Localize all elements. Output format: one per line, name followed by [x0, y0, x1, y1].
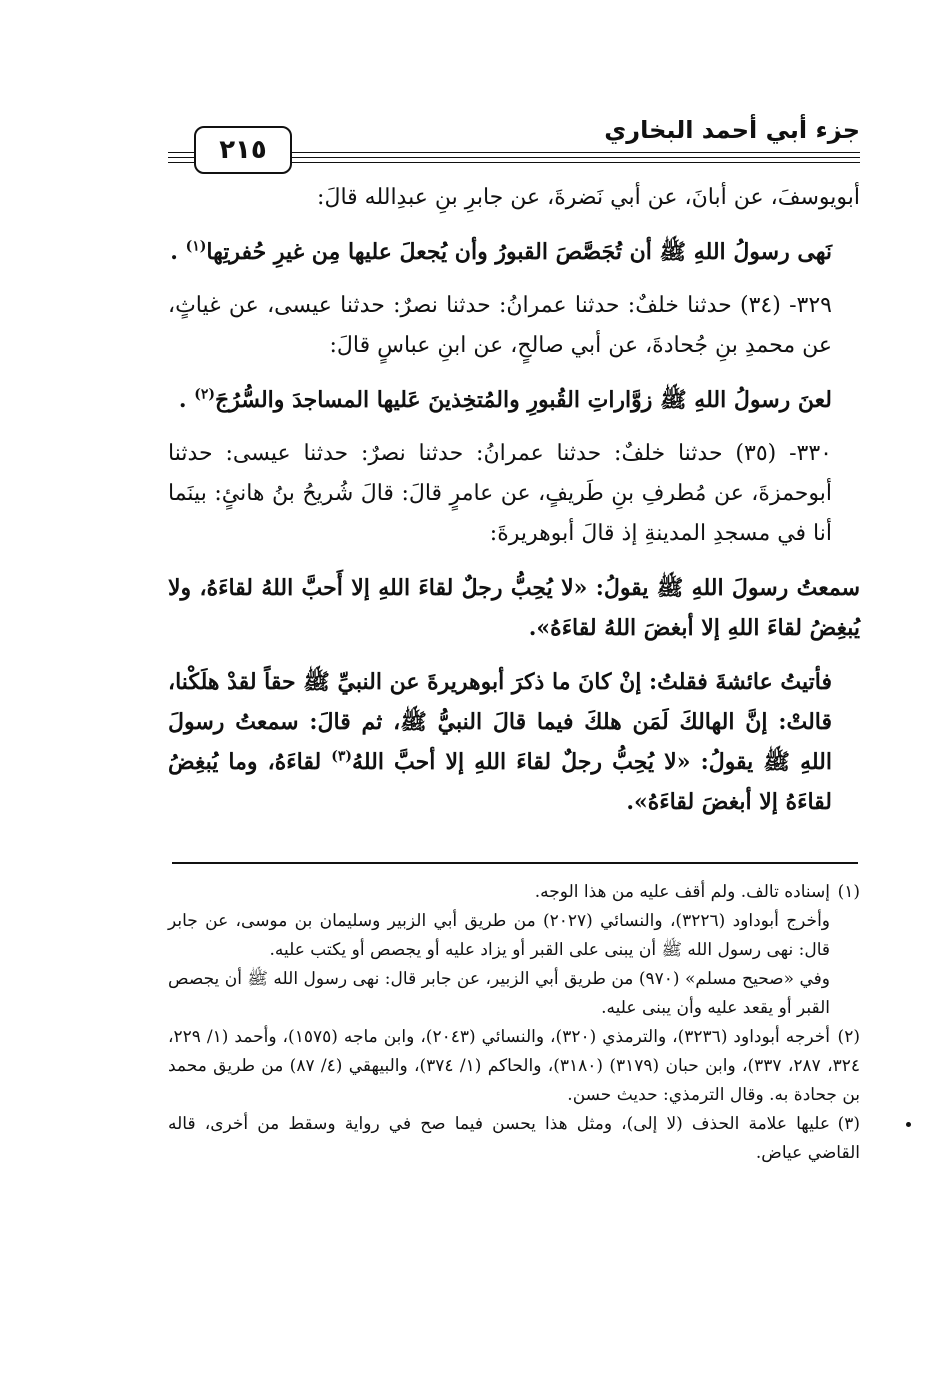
footnote-ref: (٢) [194, 386, 216, 403]
page-number: ٢١٥ [194, 126, 292, 174]
hadith-quote: نَهى رسولُ اللهِ ﷺ أن تُجَصَّصَ القبورُ وأن يُجعلَ عليها مِن غيرِ حُفرتِها$^{(١)}$ . [170, 238, 832, 265]
footnote [168, 1110, 860, 1168]
hadith-text: لعنَ رسولُ اللهِ ﷺ زوَّاراتِ القُبورِ والمُتخِذينَ عَليها المساجدَ والسُّرُجَ [215, 387, 832, 413]
page-header [168, 112, 860, 170]
footnote-number: (٢) [837, 1027, 860, 1047]
hadith-quote: لعنَ رسولُ اللهِ ﷺ زوَّاراتِ القُبورِ والمُتخِذينَ عَليها المساجدَ والسُّرُجَ$^{(٢)}$ . [178, 386, 832, 413]
hadith-quote: سمعتُ رسولَ اللهِ ﷺ يقولُ: «لا يُحِبُّ رجلٌ لقاءَ اللهِ إلا أَحبَّ اللهُ لقاءَهُ، ولا يُبغِضُ لقاءَ اللهِ إلا أبغضَ اللهُ لقاءَهُ». [168, 575, 860, 641]
footnote-text: إسناده تالف. ولم أقف عليه من هذا الوجه. [534, 882, 830, 902]
footnote-text: وفي «صحيح مسلم» (٩٧٠) من طريق أبي الزبير، عن جابر قال: نهى رسول الله ﷺ أن يجصص القبر أو يقعد عليه وأن يبنى عليه. [168, 969, 830, 1018]
footnote-number: (٣) [837, 1114, 860, 1134]
hadith-quote [168, 662, 860, 822]
hadith-paragraph: ٣٢٩- (٣٤) حدثنا خلفٌ: حدثنا عمرانُ: حدثنا نصرٌ: حدثنا عيسى، عن غياثٍ، عن محمدِ بنِ جُحادةَ، عن أبي صالحٍ، عن ابنِ عباسٍ قالَ: [168, 293, 832, 358]
footnote-text: أخرجه أبوداود (٣٢٣٦)، والترمذي (٣٢٠)، والنسائي (٢٠٤٣)، وابن ماجه (١٥٧٥)، وأحمد (١/ ٢٢٩، ٣٢٤، ٢٨٧، ٣٣٧)، وابن حبان (٣١٧٩) (٣١٨٠)، والحاكم (١/ ٣٧٤)، والبيهقي (٤/ ٨٧) من طريق محمد بن جحادة به. وقال الترمذي: حديث حسن. [168, 1027, 860, 1105]
hadith-text: نَهى رسولُ اللهِ ﷺ أن تُجَصَّصَ القبورُ وأن يُجعلَ عليها مِن غيرِ حُفرتِها [206, 239, 832, 265]
hadith-text: فأتيتُ عائشةَ فقلتُ: إنْ كانَ ما ذكرَ أبوهريرةَ عن النبيِّ ﷺ حقاً لقدْ هلَكْنا، قالتْ: إنَّ الهالكَ لَمَن هلكَ فيما قالَ النبيُّ ﷺ، ثم قالَ: سمعتُ رسولَ اللهِ ﷺ يقولُ: «لا يُحِبُّ رجلٌ لقاءَ اللهِ إلا أحبَّ اللهُ [168, 669, 832, 775]
footnote [168, 1023, 860, 1110]
footnote-ref: (١) [185, 238, 207, 255]
margin-mark [906, 1122, 911, 1127]
footnote-text: عليها علامة الحذف (لا إلى)، ومثل هذا يحسن فيما صح في رواية وسقط من أخرى، قاله القاضي عياض. [168, 1114, 860, 1163]
footnote-number: (١) [837, 882, 860, 902]
footnote-text: وأخرج أبوداود (٣٢٢٦)، والنسائي (٢٠٢٧) من طريق أبي الزبير وسليمان بن موسى، عن جابر قال: نهى رسول الله ﷺ أن يبنى على القبر أو يزاد عليه أو يجصص أو يكتب عليه. [168, 911, 830, 960]
hadith-paragraph: ٣٣٠- (٣٥) حدثنا خلفٌ: حدثنا عمرانُ: حدثنا نصرٌ: حدثنا عيسى: حدثنا أبوحمزةَ، عن مُطرفِ بنِ طَريفٍ، عن عامرٍ قالَ: قالَ شُريحُ بنُ هانئٍ: بينَما أنا في مسجدِ المدينةِ إذ قالَ أبوهريرةَ: [168, 441, 832, 546]
footnote [168, 878, 860, 907]
main-text [168, 178, 860, 822]
footnote-ref: (٣) [331, 748, 353, 765]
footnotes [168, 878, 860, 1168]
hadith-text: لقاءَهُ، وما يُبغِضُ لقاءَهُ إلا أبغضَ لقاءَهُ». [168, 749, 832, 815]
running-title: جزء أبي أحمد البخاري [592, 116, 860, 144]
isnad-line: أبويوسفَ، عن أبانَ، عن أبي نَضرةَ، عن جابرِ بنِ عبدِالله قالَ: [317, 185, 860, 210]
footnote-separator [172, 862, 858, 864]
